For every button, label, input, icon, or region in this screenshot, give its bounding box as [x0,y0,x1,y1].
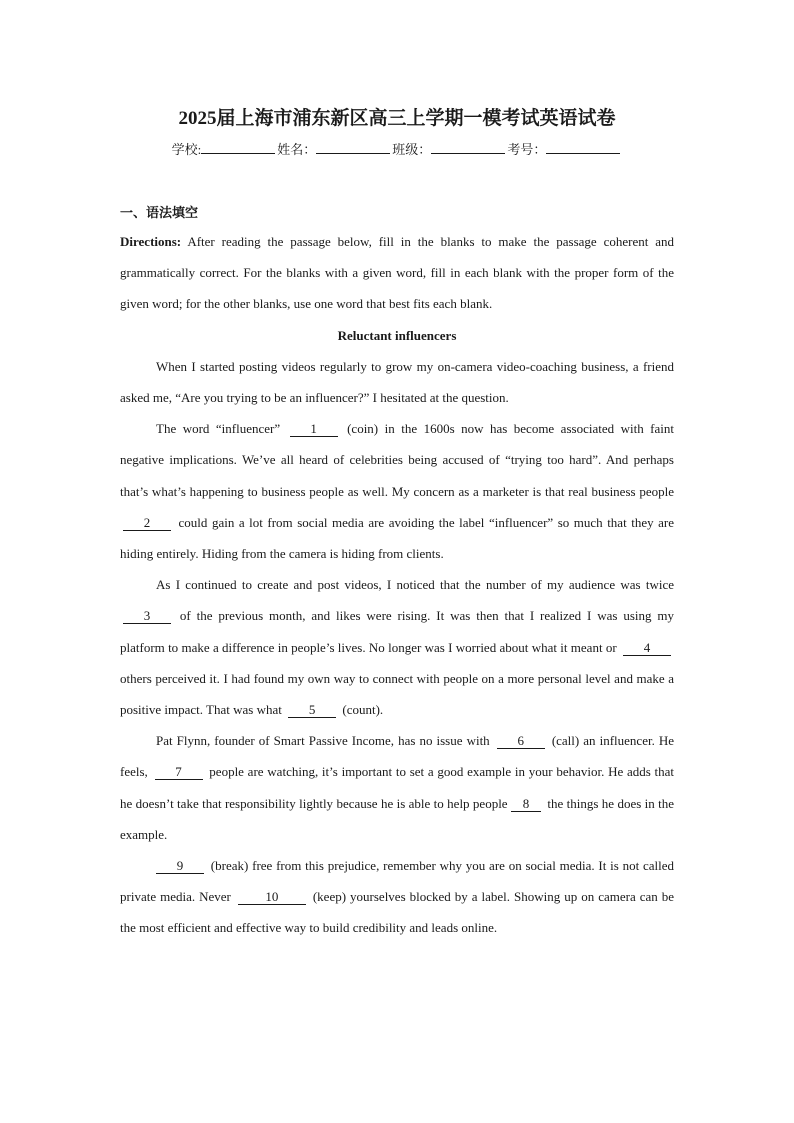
blank-5: 5 [288,703,336,718]
school-blank [201,141,275,154]
paragraph-4: Pat Flynn, founder of Smart Passive Income, has no issue with 6 (call) an influencer. He feels, 7 people are watching, it’s important to set a good example in your behavior. He adds that he doesn’t take that responsibility lightly because he is able to help people 8 the things he does in the example. [120,733,675,842]
directions-text: After reading the passage below, fill in the blanks to make the passage coherent and grammatically correct. For the blanks with a given word, fill in each blank with the proper form of the given word; for the other blanks, use one word that best fits each blank. [120,234,674,312]
exam-title: 2025届上海市浦东新区高三上学期一模考试英语试卷 [178,108,616,129]
blank-1: 1 [290,422,338,437]
blank-7: 7 [155,765,203,780]
blank-10: 10 [238,890,306,905]
blank-9: 9 [156,859,204,874]
directions-label: Directions: [120,234,182,249]
passage-body [120,226,674,944]
section-heading: 一、语法填空 [120,205,199,220]
name-label: 姓名： [277,142,317,157]
paragraph-3: As I continued to create and post videos, I noticed that the number of my audience was twice 3 of the previous month, and likes were rising. It was then that I realized I was using my platform to make a difference in people’s lives. No longer was I worried about what it meant or 4 others perceived it. I had found my own way to connect with people on a more personal level and make a positive impact. That was what 5 (count). [120,577,675,718]
class-label: 班级： [392,142,432,157]
paragraph-5: 9 (break) free from this prejudice, remember why you are on social media. It is not called private media. Never 10 (keep) yourselves blocked by a label. Showing up on camera can be the most efficient and effective way to build credibility and leads online. [120,858,675,936]
blank-3: 3 [123,609,171,624]
name-blank [316,141,390,154]
blank-4: 4 [623,641,671,656]
exam-no-blank [546,141,620,154]
school-label: 学校: [171,142,202,157]
blank-2: 2 [123,516,171,531]
blank-6: 6 [497,734,545,749]
student-info-line [0,139,794,158]
paragraph-1: When I started posting videos regularly to grow my on-camera video-coaching business, a friend asked me, “Are you trying to be an influencer?” I hesitated at the question. [120,358,674,406]
paragraph-2: The word “influencer” 1 (coin) in the 1600s now has become associated with faint negative implications. We’ve all heard of celebrities being accused of “trying too hard”. And perhaps that’s what’s happening to business people as well. My concern as a marketer is that real business people 2 could gain a lot from social media are avoiding the label “influencer” so much that they are hiding entirely. Hiding from the camera is hiding from clients. [120,421,674,562]
blank-8: 8 [511,797,541,812]
exam-no-label: 考号： [507,142,547,157]
class-blank [431,141,505,154]
passage-title: Reluctant influencers [337,327,457,343]
directions [120,226,674,320]
